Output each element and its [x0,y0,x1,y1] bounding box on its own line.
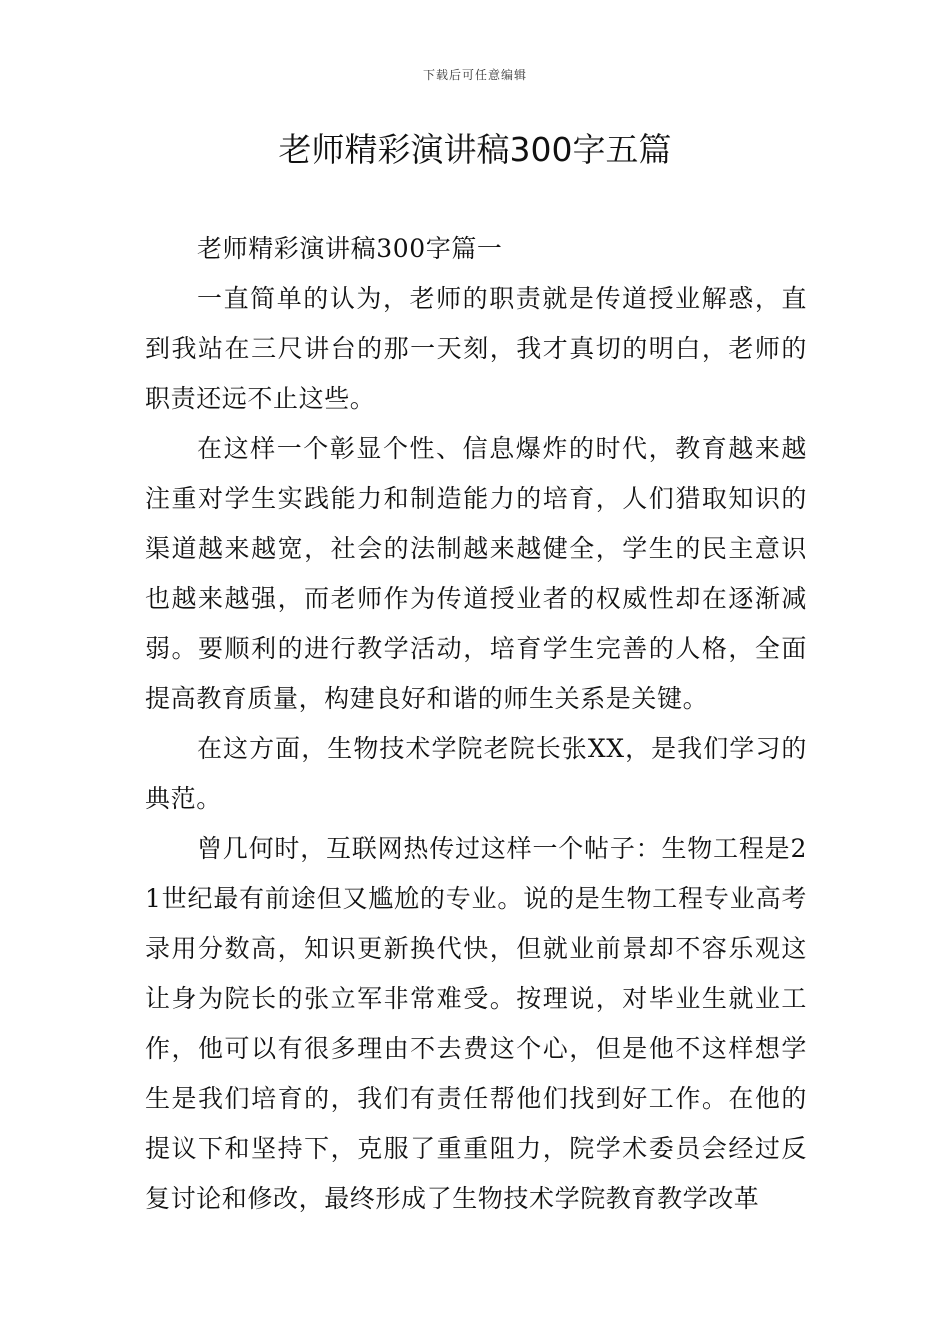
header-note: 下载后可任意编辑 [422,68,527,82]
paragraph: 一直简单的认为，老师的职责就是传道授业解惑，直到我站在三尺讲台的那一天刻，我才真切的明白，老师的职责还远不止这些。 [145,284,807,413]
section-heading: 老师精彩演讲稿300字篇一 [197,234,503,263]
paragraph: 曾几何时，互联网热传过这样一个帖子：生物工程是21世纪最有前途但又尴尬的专业。说的是生物工程专业高考录用分数高，知识更新换代快，但就业前景却不容乐观这让身为院长的张立军非常难受。按理说，对毕业生就业工作，他可以有很多理由不去费这个心，但是他不这样想学生是我们培育的，我们有责任帮他们找到好工作。在他的提议下和坚持下，克服了重重阻力，院学术委员会经过反复讨论和修改，最终形成了生物技术学院教育教学改革 [145,834,807,1213]
paragraph: 在这样一个彰显个性、信息爆炸的时代，教育越来越注重对学生实践能力和制造能力的培育，人们猎取知识的渠道越来越宽，社会的法制越来越健全，学生的民主意识也越来越强，而老师作为传道授业者的权威性却在逐渐减弱。要顺利的进行教学活动，培育学生完善的人格，全面提高教育质量，构建良好和谐的师生关系是关键。 [145,434,807,713]
document-title: 老师精彩演讲稿300字五篇 [278,130,672,169]
document-body [145,224,807,1224]
paragraph: 在这方面，生物技术学院老院长张XX，是我们学习的典范。 [145,734,807,813]
